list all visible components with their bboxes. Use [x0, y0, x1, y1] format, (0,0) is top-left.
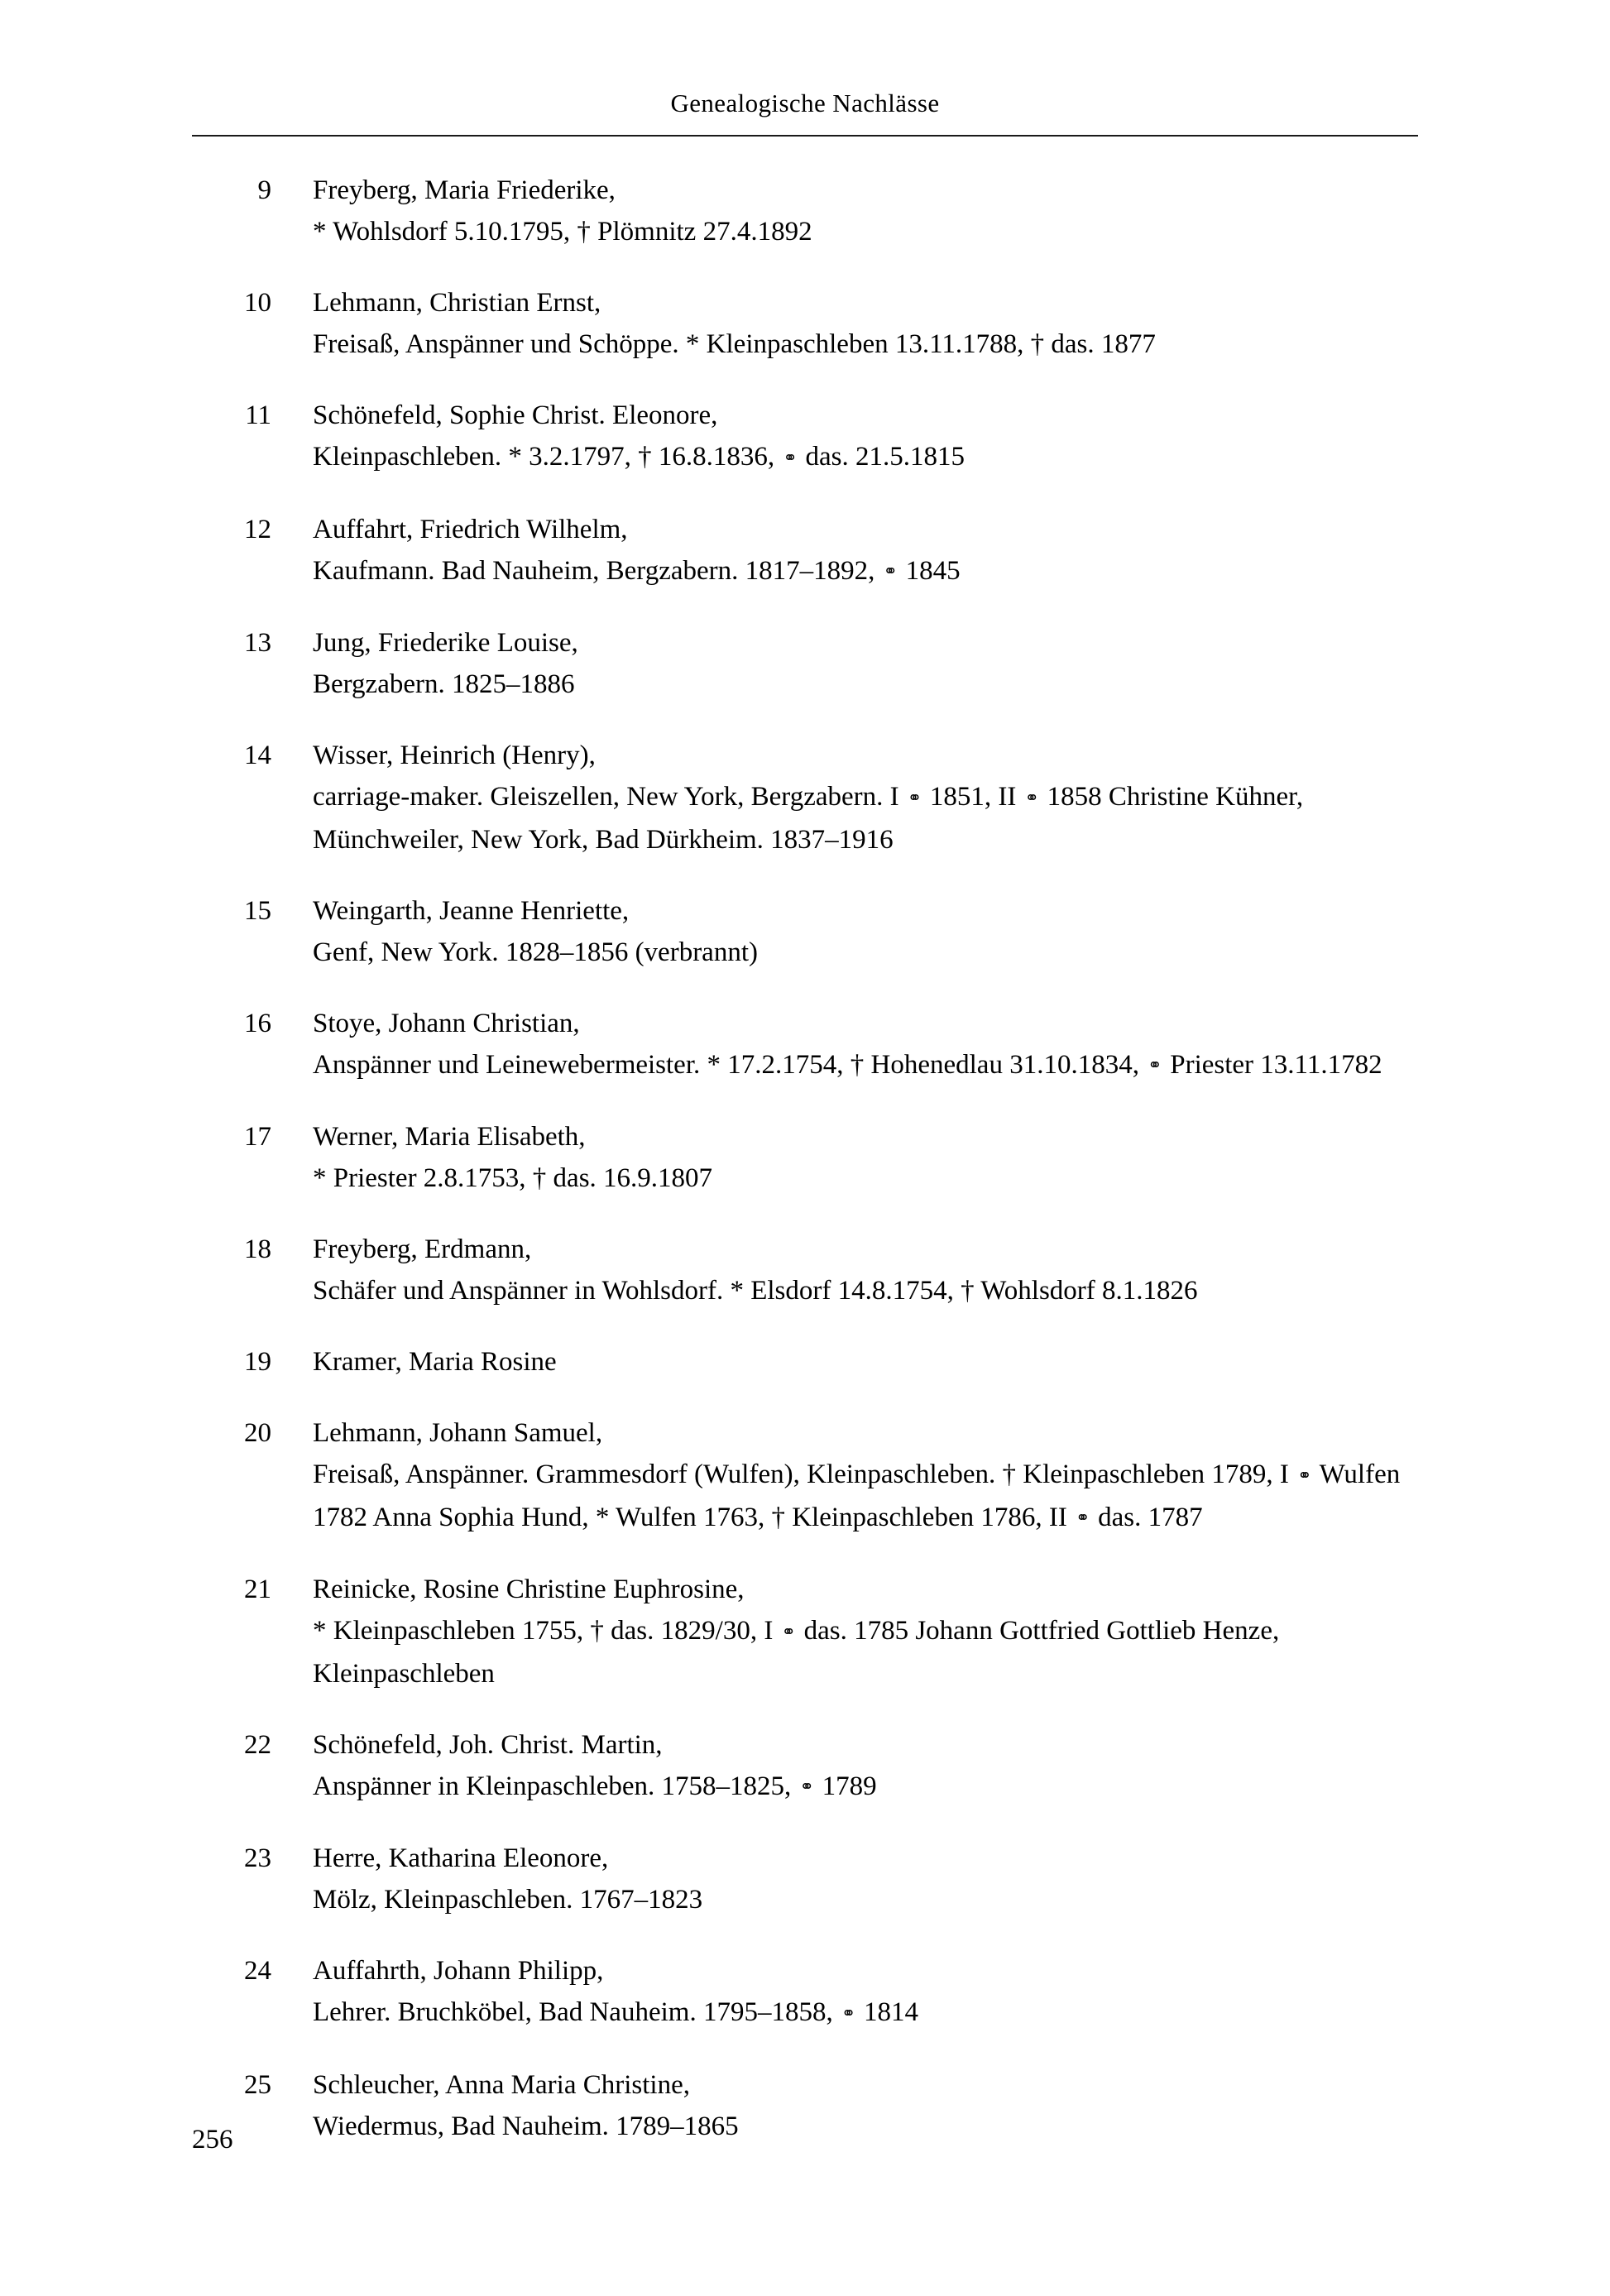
entry-number: 22	[244, 1729, 271, 1760]
entry-number: 10	[244, 288, 271, 318]
genealogy-entry	[192, 1950, 1426, 2035]
entry-number: 12	[244, 514, 271, 544]
entry-name-line: Freyberg, Erdmann,	[313, 1234, 532, 1265]
entry-detail-line: Genf, New York. 1828–1856 (verbrannt)	[313, 937, 758, 967]
entry-name-line: Auffahrth, Johann Philipp,	[313, 1956, 604, 1987]
entry-name-line: Schleucher, Anna Maria Christine,	[313, 2069, 690, 2100]
entry-name-line: Auffahrt, Friedrich Wilhelm,	[313, 514, 628, 544]
entry-name-line: Werner, Maria Elisabeth,	[313, 1122, 586, 1153]
entry-text-block	[271, 2064, 1426, 2147]
genealogy-entry	[192, 1412, 1426, 1539]
entry-detail-line: Anspänner in Kleinpaschleben. 1758–1825, ⚭ 1789	[313, 1771, 877, 1801]
entry-text-block	[271, 1838, 1426, 1920]
entry-detail-line: Freisaß, Anspänner und Schöppe. * Kleinpaschleben 13.11.1788, † das. 1877	[313, 329, 1156, 359]
entry-number: 23	[244, 1843, 271, 1874]
marriage-symbol: ⚭	[1076, 1509, 1090, 1528]
marriage-symbol: ⚭	[781, 1623, 796, 1642]
entry-text-block	[271, 890, 1426, 973]
genealogy-entry	[192, 890, 1426, 973]
entry-detail-line: * Wohlsdorf 5.10.1795, † Plömnitz 27.4.1892	[313, 217, 812, 247]
running-header-title: Genealogische Nachlässe	[670, 89, 940, 117]
marriage-symbol: ⚭	[799, 1778, 814, 1797]
page-header	[192, 89, 1418, 143]
entry-name-line: Reinicke, Rosine Christine Euphrosine,	[313, 1575, 745, 1605]
entry-name-line: Schönefeld, Sophie Christ. Eleonore,	[313, 400, 718, 430]
entry-detail-line: Kaufmann. Bad Nauheim, Bergzabern. 1817–1892, ⚭ 1845	[313, 555, 961, 586]
entry-detail-line: Anspänner und Leinewebermeister. * 17.2.1754, † Hohenedlau 31.10.1834, ⚭ Priester 13.11.1782	[313, 1049, 1382, 1080]
genealogy-entry	[192, 170, 1426, 252]
marriage-symbol: ⚭	[783, 448, 798, 467]
entry-number: 21	[244, 1575, 271, 1605]
entry-text-block	[271, 282, 1426, 365]
header-divider-rule	[192, 135, 1418, 137]
entry-text-block	[271, 735, 1426, 860]
genealogy-entry	[192, 622, 1426, 705]
entry-text-block	[271, 1724, 1426, 1809]
entry-text-block	[271, 1950, 1426, 2035]
genealogy-entry	[192, 509, 1426, 593]
entry-number: 11	[245, 400, 271, 430]
genealogy-entry	[192, 1116, 1426, 1199]
genealogy-entry	[192, 1724, 1426, 1809]
genealogy-entry	[192, 282, 1426, 365]
entry-text-block	[271, 509, 1426, 593]
marriage-symbol: ⚭	[1148, 1057, 1162, 1076]
genealogy-entry	[192, 1838, 1426, 1920]
entry-detail-line: Wiedermus, Bad Nauheim. 1789–1865	[313, 2111, 739, 2141]
entry-name-line: Freyberg, Maria Friederike,	[313, 175, 616, 205]
marriage-symbol: ⚭	[883, 563, 898, 582]
genealogy-entry	[192, 1229, 1426, 1311]
entry-detail-line: * Kleinpaschleben 1755, † das. 1829/30, I ⚭ das. 1785 Johann Gottfried Gottlieb Henze, Kleinpaschleben	[313, 1616, 1280, 1689]
entry-number: 15	[244, 895, 271, 926]
entry-name-line: Schönefeld, Joh. Christ. Martin,	[313, 1729, 663, 1760]
entry-name-line: Wisser, Heinrich (Henry),	[313, 741, 596, 771]
marriage-symbol: ⚭	[907, 789, 922, 808]
genealogy-entry	[192, 735, 1426, 860]
entry-number: 9	[257, 175, 271, 205]
entry-text-block	[271, 170, 1426, 252]
genealogy-entry	[192, 1003, 1426, 1087]
entry-name-line: Stoye, Johann Christian,	[313, 1008, 580, 1038]
entry-detail-line: carriage-maker. Gleiszellen, New York, Bergzabern. I ⚭ 1851, II ⚭ 1858 Christine Kühner, Münchweiler, New York, Bad Dürkheim. 1837–1916	[313, 782, 1304, 855]
entry-text-block	[271, 622, 1426, 705]
genealogy-entry	[192, 395, 1426, 479]
entry-name-line: Lehmann, Johann Samuel,	[313, 1418, 603, 1449]
genealogy-entry	[192, 2064, 1426, 2147]
page-number: 256	[192, 2125, 233, 2155]
entry-number: 18	[244, 1234, 271, 1265]
entry-number: 20	[244, 1418, 271, 1449]
genealogy-entry-list	[192, 170, 1426, 2147]
entry-name-line: Weingarth, Jeanne Henriette,	[313, 895, 630, 926]
entry-text-block	[271, 1003, 1426, 1087]
entry-name-line: Lehmann, Christian Ernst,	[313, 288, 601, 318]
entry-detail-line: Freisaß, Anspänner. Grammesdorf (Wulfen), Kleinpaschleben. † Kleinpaschleben 1789, I ⚭ Wulfen 1782 Anna Sophia Hund, * Wulfen 1763, † Kleinpaschleben 1786, II ⚭ das. 1787	[313, 1460, 1401, 1532]
entry-detail-line: Schäfer und Anspänner in Wohlsdorf. * Elsdorf 14.8.1754, † Wohlsdorf 8.1.1826	[313, 1276, 1198, 1306]
entry-number: 25	[244, 2069, 271, 2100]
entry-text-block	[271, 1229, 1426, 1311]
entry-name-line: Kramer, Maria Rosine	[313, 1347, 557, 1378]
entry-number: 14	[244, 741, 271, 771]
marriage-symbol: ⚭	[1297, 1466, 1311, 1485]
entry-text-block	[271, 1116, 1426, 1199]
entry-text-block	[271, 1341, 1426, 1383]
entry-detail-line: Mölz, Kleinpaschleben. 1767–1823	[313, 1885, 703, 1915]
entry-detail-line: Kleinpaschleben. * 3.2.1797, † 16.8.1836, ⚭ das. 21.5.1815	[313, 442, 965, 472]
entry-number: 19	[244, 1347, 271, 1378]
entry-text-block	[271, 395, 1426, 479]
entry-number: 16	[244, 1008, 271, 1038]
entry-name-line: Jung, Friederike Louise,	[313, 628, 578, 659]
entry-number: 17	[244, 1122, 271, 1153]
entry-name-line: Herre, Katharina Eleonore,	[313, 1843, 609, 1874]
genealogy-entry	[192, 1569, 1426, 1694]
entry-detail-line: * Priester 2.8.1753, † das. 16.9.1807	[313, 1163, 713, 1194]
entry-number: 24	[244, 1956, 271, 1987]
marriage-symbol: ⚭	[1024, 789, 1039, 808]
marriage-symbol: ⚭	[841, 2004, 855, 2023]
entry-detail-line: Lehrer. Bruchköbel, Bad Nauheim. 1795–1858, ⚭ 1814	[313, 1997, 918, 2028]
genealogy-entry	[192, 1341, 1426, 1383]
entry-number: 13	[244, 628, 271, 659]
entry-text-block	[271, 1412, 1426, 1539]
entry-text-block	[271, 1569, 1426, 1694]
entry-detail-line: Bergzabern. 1825–1886	[313, 669, 575, 700]
